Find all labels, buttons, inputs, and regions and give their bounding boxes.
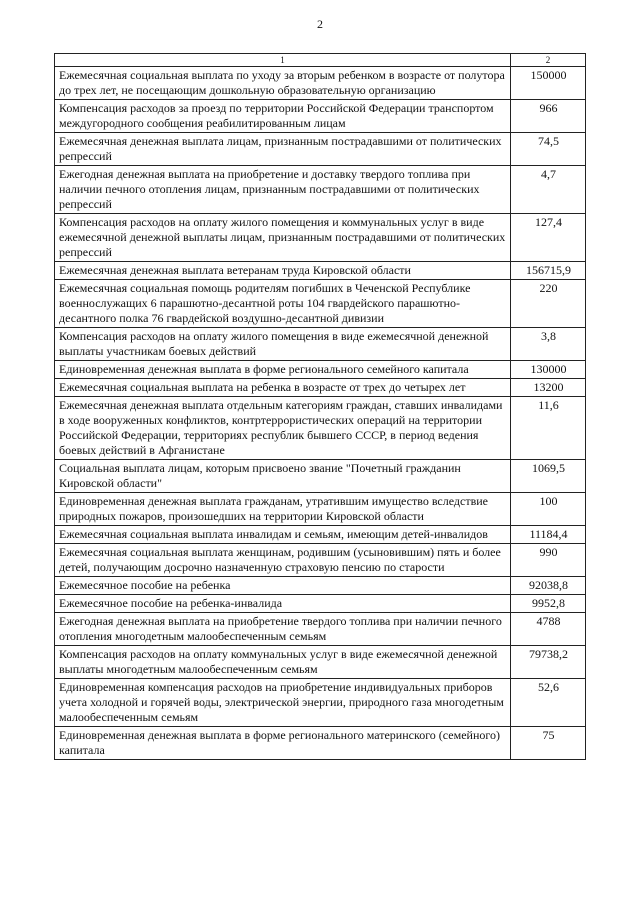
benefit-name-cell: Единовременная компенсация расходов на приобретение индивидуальных приборов учета холодной и горячей воды, электрической энергии, природного газа многодетным малообеспеченным семьям — [55, 679, 511, 727]
benefit-amount-cell: 79738,2 — [511, 646, 586, 679]
benefit-amount-cell: 150000 — [511, 67, 586, 100]
benefit-amount-cell: 92038,8 — [511, 577, 586, 595]
table-body — [55, 67, 586, 760]
benefits-table — [54, 53, 586, 760]
benefit-amount-cell: 130000 — [511, 361, 586, 379]
benefit-name-cell: Компенсация расходов на оплату жилого помещения в виде ежемесячной денежной выплаты участникам боевых действий — [55, 328, 511, 361]
table-row — [55, 133, 586, 166]
benefit-name-cell: Ежемесячная социальная выплата инвалидам и семьям, имеющим детей-инвалидов — [55, 526, 511, 544]
benefit-name-cell: Единовременная денежная выплата гражданам, утратившим имущество вследствие природных пожаров, произошедших на территории Кировской области — [55, 493, 511, 526]
benefit-name-cell: Ежемесячное пособие на ребенка — [55, 577, 511, 595]
benefit-amount-cell: 127,4 — [511, 214, 586, 262]
benefit-name-cell: Ежемесячная денежная выплата отдельным категориям граждан, ставших инвалидами в ходе вооруженных конфликтов, контртеррористических операций на территории Российской Федерации, территориях республик бывшего СССР, в период ведения боевых действий в Афганистане — [55, 397, 511, 460]
benefit-amount-cell: 4788 — [511, 613, 586, 646]
benefit-amount-cell: 75 — [511, 727, 586, 760]
benefit-amount-cell: 13200 — [511, 379, 586, 397]
table-row — [55, 67, 586, 100]
table-row — [55, 577, 586, 595]
benefit-amount-cell: 990 — [511, 544, 586, 577]
benefit-name-cell: Социальная выплата лицам, которым присвоено звание "Почетный гражданин Кировской области" — [55, 460, 511, 493]
table-row — [55, 214, 586, 262]
benefit-name-cell: Ежемесячная денежная выплата ветеранам труда Кировской области — [55, 262, 511, 280]
table-row — [55, 379, 586, 397]
benefit-amount-cell: 220 — [511, 280, 586, 328]
table-header-row — [55, 54, 586, 67]
benefit-name-cell: Ежемесячная социальная выплата женщинам, родившим (усыновившим) пять и более детей, получающим досрочно назначенную страховую пенсию по старости — [55, 544, 511, 577]
benefit-amount-cell: 4,7 — [511, 166, 586, 214]
benefit-name-cell: Ежегодная денежная выплата на приобретение и доставку твердого топлива при наличии печного отопления лицам, признанным пострадавшими от политических репрессий — [55, 166, 511, 214]
table-row — [55, 727, 586, 760]
benefit-amount-cell: 11,6 — [511, 397, 586, 460]
benefit-amount-cell: 3,8 — [511, 328, 586, 361]
benefit-amount-cell: 52,6 — [511, 679, 586, 727]
benefit-name-cell: Ежегодная денежная выплата на приобретение твердого топлива при наличии печного отопления многодетным малообеспеченным семьям — [55, 613, 511, 646]
benefit-name-cell: Единовременная денежная выплата в форме регионального материнского (семейного) капитала — [55, 727, 511, 760]
column-header-amount: 2 — [511, 54, 586, 67]
benefit-name-cell: Единовременная денежная выплата в форме регионального семейного капитала — [55, 361, 511, 379]
benefit-amount-cell: 1069,5 — [511, 460, 586, 493]
benefit-amount-cell: 9952,8 — [511, 595, 586, 613]
table-row — [55, 544, 586, 577]
benefit-amount-cell: 100 — [511, 493, 586, 526]
table-row — [55, 595, 586, 613]
table-row — [55, 679, 586, 727]
benefit-amount-cell: 156715,9 — [511, 262, 586, 280]
table-row — [55, 262, 586, 280]
benefit-amount-cell: 11184,4 — [511, 526, 586, 544]
benefit-name-cell: Ежемесячное пособие на ребенка-инвалида — [55, 595, 511, 613]
table-row — [55, 613, 586, 646]
benefit-name-cell: Компенсация расходов на оплату жилого помещения и коммунальных услуг в виде ежемесячной денежной выплаты лицам, признанным пострадавшими от политических репрессий — [55, 214, 511, 262]
table-row — [55, 526, 586, 544]
table-row — [55, 646, 586, 679]
benefit-name-cell: Компенсация расходов на оплату коммунальных услуг в виде ежемесячной денежной выплаты многодетным малообеспеченным семьям — [55, 646, 511, 679]
benefit-name-cell: Компенсация расходов за проезд по территории Российской Федерации транспортом междугородного сообщения реабилитированным лицам — [55, 100, 511, 133]
benefit-name-cell: Ежемесячная социальная помощь родителям погибших в Чеченской Республике военнослужащих 6 парашютно-десантной роты 104 гвардейского парашютно-десантного полка 76 гвардейской воздушно-десантной дивизии — [55, 280, 511, 328]
table-row — [55, 361, 586, 379]
table-row — [55, 397, 586, 460]
benefit-name-cell: Ежемесячная социальная выплата на ребенка в возрасте от трех до четырех лет — [55, 379, 511, 397]
table-row — [55, 328, 586, 361]
table-row — [55, 166, 586, 214]
table-row — [55, 493, 586, 526]
benefit-name-cell: Ежемесячная денежная выплата лицам, признанным пострадавшими от политических репрессий — [55, 133, 511, 166]
benefit-amount-cell: 966 — [511, 100, 586, 133]
table-row — [55, 100, 586, 133]
page-number: 2 — [317, 17, 323, 31]
table-row — [55, 460, 586, 493]
column-header-name: 1 — [55, 54, 511, 67]
benefit-name-cell: Ежемесячная социальная выплата по уходу за вторым ребенком в возрасте от полутора до трех лет, не посещающим дошкольную образовательную организацию — [55, 67, 511, 100]
table-row — [55, 280, 586, 328]
benefit-amount-cell: 74,5 — [511, 133, 586, 166]
